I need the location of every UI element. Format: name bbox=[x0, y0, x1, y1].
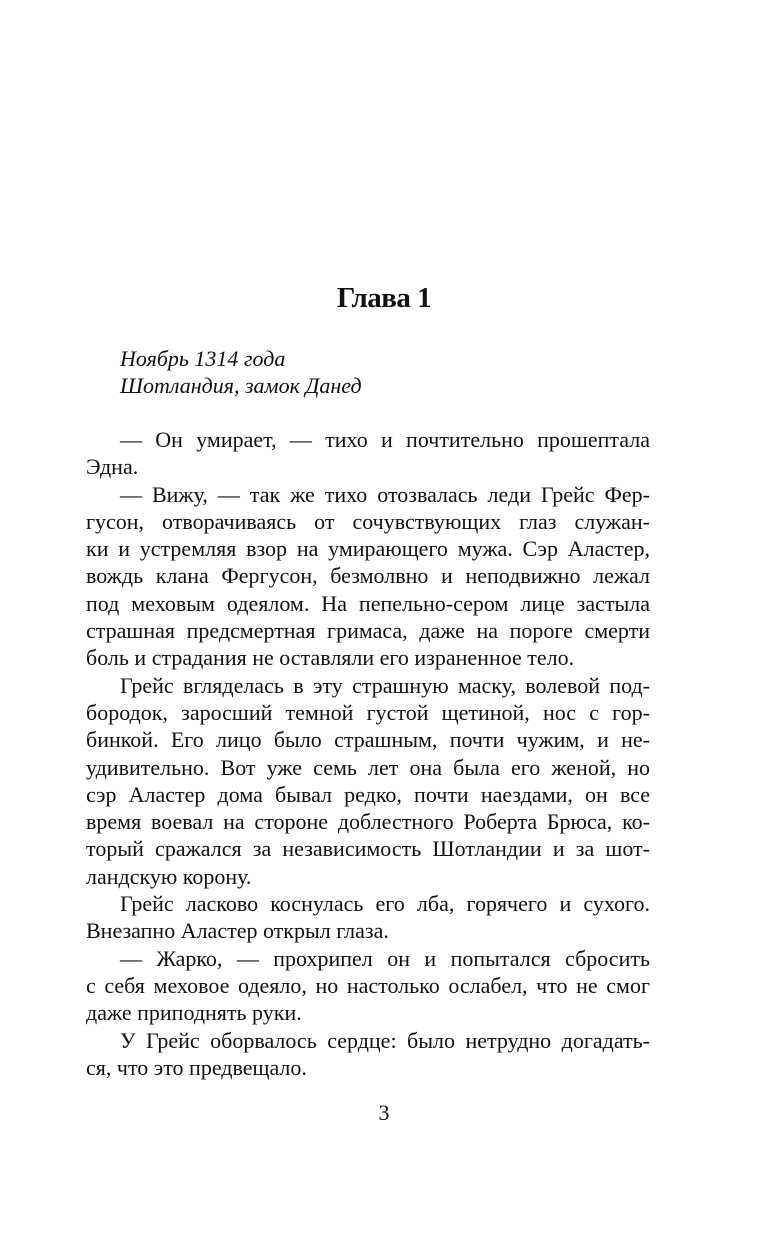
paragraph bbox=[86, 945, 650, 1027]
text-line: Эдна. bbox=[86, 454, 139, 480]
text-line: бинкой. Его лицо было страшным, почти чужим, и не- bbox=[86, 727, 650, 753]
text-line: время воевал на стороне доблестного Роберта Брюса, ко- bbox=[86, 809, 650, 835]
text-line: гусон, отворачиваясь от сочувствующих глаз служан- bbox=[86, 508, 650, 534]
text-line: вождь клана Фергусон, безмолвно и неподвижно лежал bbox=[86, 563, 650, 589]
text-line: Внезапно Аластер открыл глаза. bbox=[86, 918, 389, 944]
text-line: ки и устремляя взор на умирающего мужа. Сэр Аластер, bbox=[86, 536, 650, 562]
text-line: с себя меховое одеяло, но настолько ослабел, что не смог bbox=[86, 972, 650, 998]
text-line: бородок, заросший темной густой щетиной, нос с гор- bbox=[86, 699, 650, 725]
paragraph bbox=[86, 890, 650, 945]
text-line: даже приподнять руки. bbox=[86, 1000, 302, 1026]
text-line: сэр Аластер дома бывал редко, почти наездами, он все bbox=[86, 781, 650, 807]
text-line: удивительно. Вот уже семь лет она была его женой, но bbox=[86, 754, 650, 780]
text-line: — Он умирает, — тихо и почтительно прошептала bbox=[120, 427, 650, 452]
paragraph bbox=[86, 1027, 650, 1082]
body-text bbox=[86, 426, 650, 1081]
text-line: ландскую корону. bbox=[86, 863, 252, 889]
chapter-title: Глава 1 bbox=[336, 282, 432, 314]
paragraph bbox=[86, 481, 650, 672]
text-line: У Грейс оборвалось сердце: было нетрудно догадать- bbox=[120, 1027, 650, 1053]
text-line: Грейс ласково коснулась его лба, горячего и сухого. bbox=[120, 891, 650, 917]
text-line: ся, что это предвещало. bbox=[86, 1054, 307, 1080]
text-line: боль и страдания не оставляли его израненное тело. bbox=[86, 645, 575, 671]
text-line: — Вижу, — так же тихо отозвалась леди Грейс Фер- bbox=[120, 481, 650, 507]
paragraph bbox=[86, 672, 650, 890]
text-line: — Жарко, — прохрипел он и попытался сбросить bbox=[120, 945, 650, 971]
paragraph bbox=[86, 426, 650, 481]
text-line: торый сражался за независимость Шотландии и за шот- bbox=[86, 836, 650, 862]
text-line: под меховым одеялом. На пепельно-сером лице застыла bbox=[86, 590, 650, 616]
dateline-place: Шотландия, замок Данед bbox=[120, 373, 362, 398]
text-line: Грейс вгляделась в эту страшную маску, волевой под- bbox=[120, 672, 650, 698]
dateline-date: Ноябрь 1314 года bbox=[120, 346, 286, 371]
page-number: 3 bbox=[378, 1100, 390, 1125]
text-line: страшная предсмертная гримаса, даже на пороге смерти bbox=[86, 618, 650, 644]
